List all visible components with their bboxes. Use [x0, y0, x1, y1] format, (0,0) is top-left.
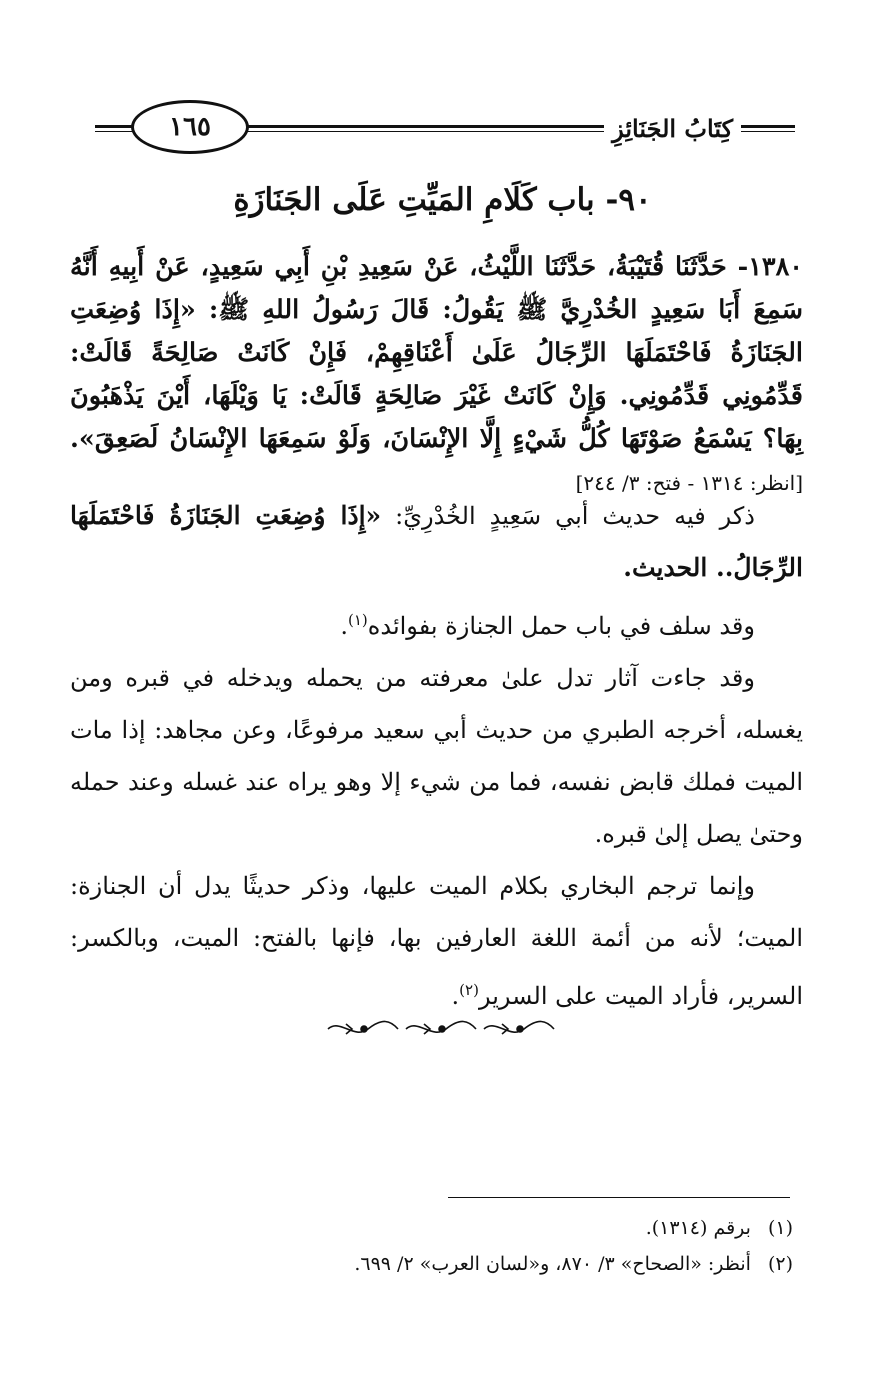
commentary-paragraph-3: وقد جاءت آثار تدل علىٰ معرفته من يحمله ويدخله في قبره ومن يغسله، أخرجه الطبري من حديث أبي سعيد مرفوعًا، وعن مجاهد: إذا مات الميت فملك قابض نفسه، فما من شيء إلا وهو يراه عند غسله وعند حمله وحتىٰ يصل إلىٰ قبره. — [70, 664, 803, 848]
page-number-frame — [131, 100, 249, 154]
footnote-1 — [354, 1210, 793, 1246]
footnote-separator — [448, 1197, 790, 1198]
header-rule-left-thick — [95, 125, 135, 128]
commentary-quote: «إِذَا وُضِعَتِ الجَنَازَةُ فَاحْتَمَلَهَا الرِّجَالُ.. الحديث. — [70, 501, 803, 582]
chapter-title: ٩٠- باب كَلَامِ المَيِّتِ عَلَى الجَنَازَةِ — [233, 182, 652, 218]
commentary-paragraph-1 — [70, 490, 803, 594]
commentary-paragraph-4: وإنما ترجم البخاري بكلام الميت عليها، وذكر حديثًا يدل أن الجنازة: الميت؛ لأنه من أئمة اللغة العارفين بها، فإنها بالفتح: الميت، وبالكسر: السرير، فأراد الميت على السرير$^{(٢)}$. — [70, 872, 803, 1010]
ornament-divider-icon — [320, 1014, 560, 1044]
footnote-number: (١) — [767, 1217, 793, 1239]
running-header — [95, 98, 795, 162]
hadith-text: ١٣٨٠- حَدَّثَنَا قُتَيْبَةُ، حَدَّثَنَا اللَّيْثُ، عَنْ سَعِيدِ بْنِ أَبِي سَعِيدٍ، عَنْ أَبِيهِ أَنَّهُ سَمِعَ أَبَا سَعِيدٍ الخُدْرِيَّ ﷺ يَقُولُ: قَالَ رَسُولُ اللهِ ﷺ: «إِذَا وُضِعَتِ الجَنَازَةُ فَاحْتَمَلَهَا الرِّجَالُ عَلَىٰ أَعْنَاقِهِمْ، فَإِنْ كَانَتْ صَالِحَةً قَالَتْ: قَدِّمُونِي قَدِّمُونِي. وَإِنْ كَانَتْ غَيْرَ صَالِحَةٍ قَالَتْ: يَا وَيْلَهَا، أَيْنَ يَذْهَبُونَ بِهَا؟ يَسْمَعُ صَوْتَهَا كُلُّ شَيْءٍ إِلَّا الإِنْسَانَ، وَلَوْ سَمِعَهَا الإِنْسَانُ لَصَعِقَ». — [70, 252, 803, 454]
running-title: كِتَابُ الجَنَائِزِ — [604, 114, 741, 143]
commentary-intro: ذكر فيه حديث أبي سَعِيدٍ الخُدْرِيِّ: — [395, 502, 755, 530]
footnote-marker-2[interactable]: (٢) — [459, 981, 479, 999]
hadith-reference: [انظر: ١٣١٤ - فتح: ٣/ ٢٤٤] — [575, 471, 803, 495]
footnote-text: برقم (١٣١٤). — [645, 1217, 751, 1239]
hadith-block — [70, 246, 803, 505]
footnote-number: (٢) — [767, 1253, 793, 1275]
commentary — [70, 490, 803, 1022]
footnotes — [354, 1210, 793, 1282]
page-number: ١٦٥ — [169, 112, 211, 142]
footnote-2 — [354, 1246, 793, 1282]
footnote-marker-1[interactable]: (١) — [348, 611, 368, 629]
footnote-text: أنظر: «الصحاح» ٣/ ٨٧٠، و«لسان العرب» ٢/ ٦٩٩. — [354, 1253, 751, 1275]
commentary-text-4: وإنما ترجم البخاري بكلام الميت عليها، وذكر حديثًا يدل أن الجنازة: الميت؛ لأنه من أئمة اللغة العارفين بها، فإنها بالفتح: الميت، وبالكسر: السرير، فأراد الميت على السرير — [70, 872, 803, 1010]
commentary-text-2: وقد سلف في باب حمل الجنازة بفوائده — [367, 612, 755, 640]
commentary-paragraph-2: وقد سلف في باب حمل الجنازة بفوائده$^{(١)}$. — [340, 611, 755, 640]
header-rule-left-thin — [95, 131, 135, 132]
